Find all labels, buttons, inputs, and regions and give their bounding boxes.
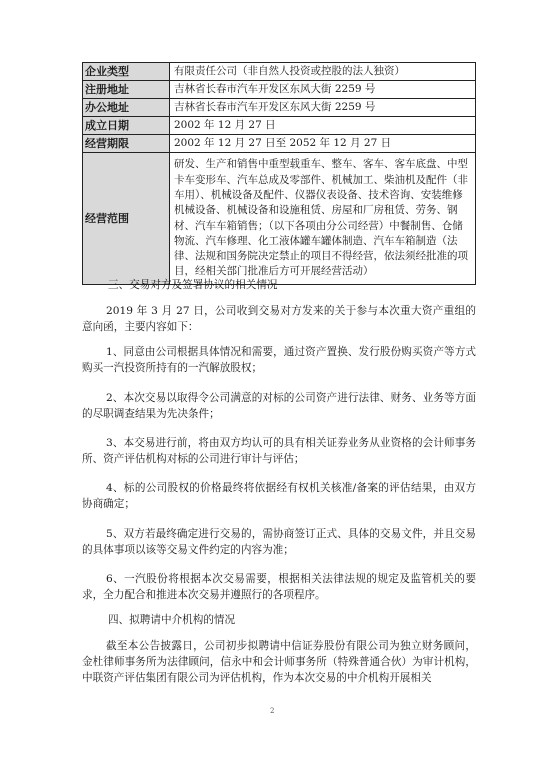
- section-heading: 四、拟聘请中介机构的情况: [108, 614, 236, 626]
- row-value: 2002 年 12 月 27 日至 2052 年 12 月 27 日: [170, 135, 476, 153]
- page-number: 2: [270, 707, 275, 715]
- table-row: [83, 117, 476, 135]
- row-value: 吉林省长春市汽车开发区东风大街 2259 号: [170, 81, 476, 99]
- row-label: 经营范围: [83, 153, 170, 285]
- paragraph: 2019 年 3 月 27 日，公司收到交易对方发来的关于参与本次重大资产重组的意向函，主要内容如下：: [82, 305, 476, 333]
- row-label: 办公地址: [83, 99, 170, 117]
- row-value: 有限责任公司（非自然人投资或控股的法人独资）: [170, 63, 476, 81]
- list-item: 6、一汽股份将根据本次交易需要，根据相关法律法规的规定及监管机关的要求，全力配合和推进本次交易并遵照行的各项程序。: [82, 573, 476, 601]
- list-item: 3、本交易进行前，将由双方均认可的具有相关证券业务从业资格的会计师事务所、资产评估机构对标的公司进行审计与评估；: [82, 437, 476, 465]
- list-item: 2、本次交易以取得令公司满意的对标的公司资产进行法律、财务、业务等方面的尽职调查结果为先决条件；: [82, 392, 476, 420]
- section-heading: 三、交易对方及签署协议的相关情况: [108, 279, 278, 291]
- list-item: 1、同意由公司根据具体情况和需要，通过资产置换、发行股份购买资产等方式购买一汽投资所持有的一汽解放股权；: [82, 346, 476, 374]
- row-label: 注册地址: [83, 81, 170, 99]
- table-row: [83, 135, 476, 153]
- table-row: [83, 99, 476, 117]
- paragraph: 截至本公告披露日，公司初步拟聘请中信证券股份有限公司为独立财务顾问，金杜律师事务所为法律顾问，信永中和会计师事务所（特殊普通合伙）为审计机构，中联资产评估集团有限公司为评估机构，作为本次交易的中介机构开展相关: [82, 640, 476, 684]
- row-label: 成立日期: [83, 117, 170, 135]
- row-value: 2002 年 12 月 27 日: [170, 117, 476, 135]
- company-info-table: [82, 62, 476, 285]
- row-value: 研发、生产和销售中重型载重车、整车、客车、客车底盘、中型卡车变形车、汽车总成及零部件、机械加工、柴油机及配件（非车用）、机械设备及配件、仪器仪表设备、技术咨询、安装维修机械设备、机械设备和设施租赁、房屋和厂房租赁、劳务、钢材、汽车车箱销售；（以下各项由分公司经营）中餐制售、仓储物流、汽车修理、化工液体罐车罐体制造、汽车车箱制造（法律、法规和国务院决定禁止的项目不得经营，依法须经批准的项目，经相关部门批准后方可开展经营活动）: [170, 153, 476, 285]
- row-label: 企业类型: [83, 63, 170, 81]
- list-item: 5、双方若最终确定进行交易的，需协商签订正式、具体的交易文件，并且交易的具体事项以该等交易文件约定的内容为准；: [82, 528, 476, 556]
- list-item: 4、标的公司股权的价格最终将依据经有权机关核准/备案的评估结果，由双方协商确定；: [82, 482, 476, 510]
- row-value: 吉林省长春市汽车开发区东风大街 2259 号: [170, 99, 476, 117]
- table-row: [83, 63, 476, 81]
- row-label: 经营期限: [83, 135, 170, 153]
- table-row: [83, 81, 476, 99]
- table-row: [83, 153, 476, 285]
